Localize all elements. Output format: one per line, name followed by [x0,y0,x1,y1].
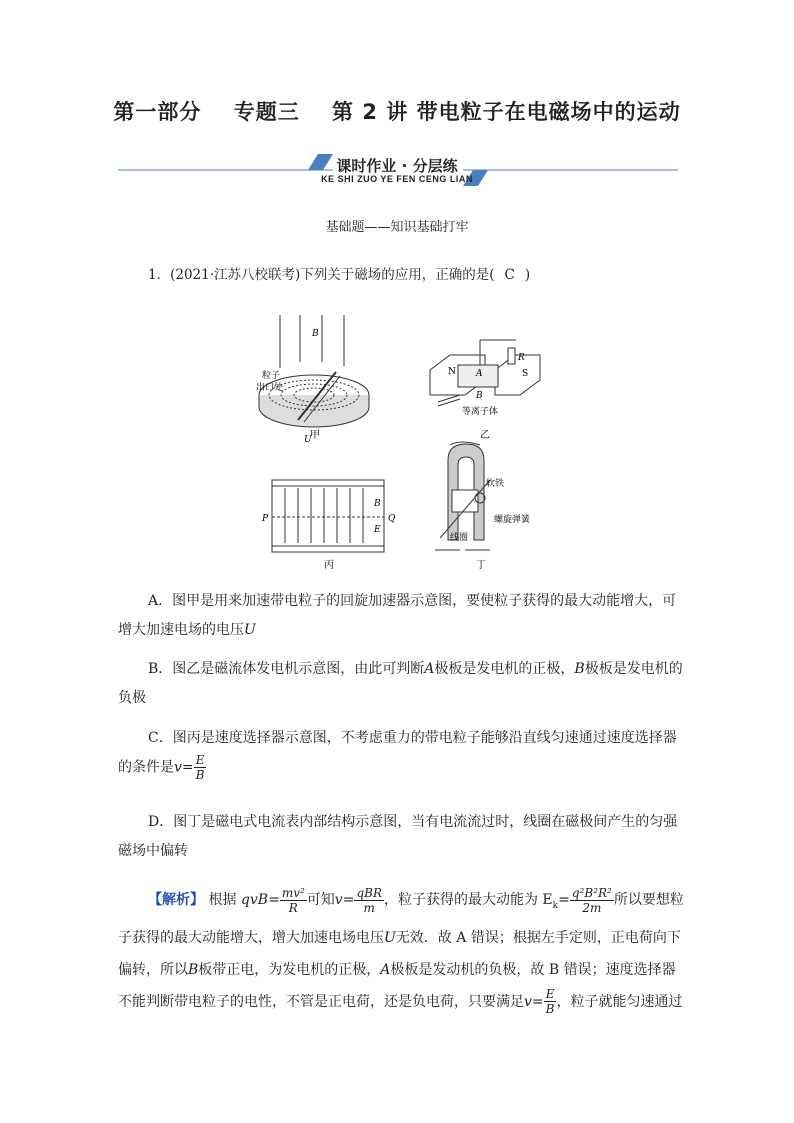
option-c-den: B [195,768,205,782]
analysis-f1-num: mv² [281,885,305,900]
option-d-text: D．图丁是磁电式电流表内部结构示意图，当有电流流过时，线圈在磁极间产生的匀强磁场中偏转 [118,814,678,859]
title-lecture: 第 2 讲 带电粒子在电磁场中的运动 [332,100,681,124]
question-stem [148,263,530,283]
analysis-f2-lhs: v [334,892,343,908]
option-c-eq: = [181,759,194,776]
fig-ding-caption: 丁 [476,560,486,571]
fig-bing-B: B [374,499,381,509]
option-d [118,808,684,866]
analysis-eq3: = [558,892,570,908]
fig-ding-spring: 螺旋弹簧 [494,515,531,525]
fig-bing-P: P [262,514,269,524]
analysis-v-U: U [384,929,396,946]
analysis-f3 [570,886,614,915]
fig-yi-N: N [448,367,456,377]
analysis-f1 [280,886,307,915]
question-text: 1．(2021·江苏八校联考)下列关于磁场的应用，正确的是( [148,267,495,283]
fig-jia-B: B [312,329,319,339]
analysis-f1-den: R [288,900,298,915]
analysis-t1: 根据 [208,892,237,908]
analysis-t2: 可知 [306,892,335,908]
fig-jia-U: U [304,435,312,445]
analysis-v-A: A [380,961,391,978]
analysis-tag: 【解析】 [148,892,204,908]
analysis-f4 [544,987,557,1016]
option-c-lhs: v [174,759,182,776]
figure-jia-cyclotron [256,315,369,445]
analysis-f2-den: m [363,900,375,915]
analysis-eq1: = [268,892,280,908]
question-figure [240,310,570,575]
fig-yi-B: B [476,391,483,401]
analysis-f3-den: 2m [582,900,602,915]
analysis-t7: 极板是发动机的负极，故 B 错误；速度选择器不能判断带电粒子的电性，不管是正电荷，还是负电荷，只要满足 [118,961,676,1010]
fig-jia-out1: 粒子 [262,371,281,381]
figure-ding-galvanometer [435,442,531,571]
option-b-v1: A [424,661,435,677]
option-a [118,587,684,645]
figure-bing-selector [261,480,396,571]
option-b-p1: B．图乙是磁流体发电机示意图，由此可判断 [148,661,425,677]
analysis-t3-sub: k [552,900,559,911]
analysis-t5: 无效．故 A 错误；根据左手定则，正电荷向下偏转，所以 [118,929,681,978]
option-b-p2: 极板是发电机的正极， [434,661,575,677]
analysis-t4: 所以要想粒子获得的最大动能增大，增大加速电场电压 [118,892,684,946]
option-c-num: E [194,753,207,768]
option-c [118,724,684,783]
analysis-t6: 板带正电，为发电机的正极， [198,961,381,978]
analysis-eq4: = [531,993,544,1010]
analysis-f1-lhs: qvB [240,892,269,908]
analysis-f2 [354,886,384,915]
analysis-f4-lhs: v [524,993,532,1010]
fig-jia-caption: 甲 [310,430,320,441]
analysis-f4-num: E [544,987,557,1002]
option-b-v2: B [574,661,585,677]
option-c-text: C．图丙是速度选择器示意图，不考虑重力的带电粒子能够沿直线匀速通过速度选择器的条件是 [118,730,677,776]
option-a-var: U [244,622,256,638]
analysis-f3-num: q²B²R² [571,885,612,900]
analysis-f4-den: B [545,1002,555,1017]
option-c-fraction [194,753,207,782]
fig-bing-Q: Q [388,514,396,524]
page-title [0,96,794,126]
fig-yi-R: R [518,353,525,363]
fig-jia-out2: 出口处 [256,383,284,393]
fig-yi-A: A [476,369,483,379]
analysis-t3: ，粒子获得的最大动能为 E [383,892,553,908]
analysis-v-B: B [188,961,199,978]
title-part: 第一部分 [113,100,202,124]
option-b [118,655,684,713]
analysis-eq2: = [342,892,355,908]
banner-subtitle: KE SHI ZUO YE FEN CENG LIAN [321,174,473,184]
figure-yi-mhd [430,340,540,441]
option-b-p3: 极板是发电机的负极 [118,661,683,706]
banner-title: 课时作业 · 分层练 [336,157,458,175]
question-close: ) [524,267,531,283]
fig-yi-plasma: 等离子体 [462,407,499,417]
fig-ding-coil: 线圈 [450,533,469,543]
title-topic: 专题三 [233,100,300,124]
analysis [118,884,684,1018]
fig-bing-E: E [374,525,381,535]
option-a-text: A．图甲是用来加速带电粒子的回旋加速器示意图，要使粒子获得的最大动能增大，可增大加速电场的电压 [118,593,677,638]
fig-ding-iron: 软铁 [486,479,505,489]
analysis-t8: ，粒子就能匀速通过 [556,993,683,1010]
section-heading: 基础题——知识基础打牢 [325,220,469,235]
fig-yi-caption: 乙 [480,430,490,441]
fig-bing-caption: 丙 [324,560,334,571]
fig-yi-S: S [522,369,529,379]
analysis-f2-num: qBR [356,885,382,900]
question-answer: C [504,267,515,283]
